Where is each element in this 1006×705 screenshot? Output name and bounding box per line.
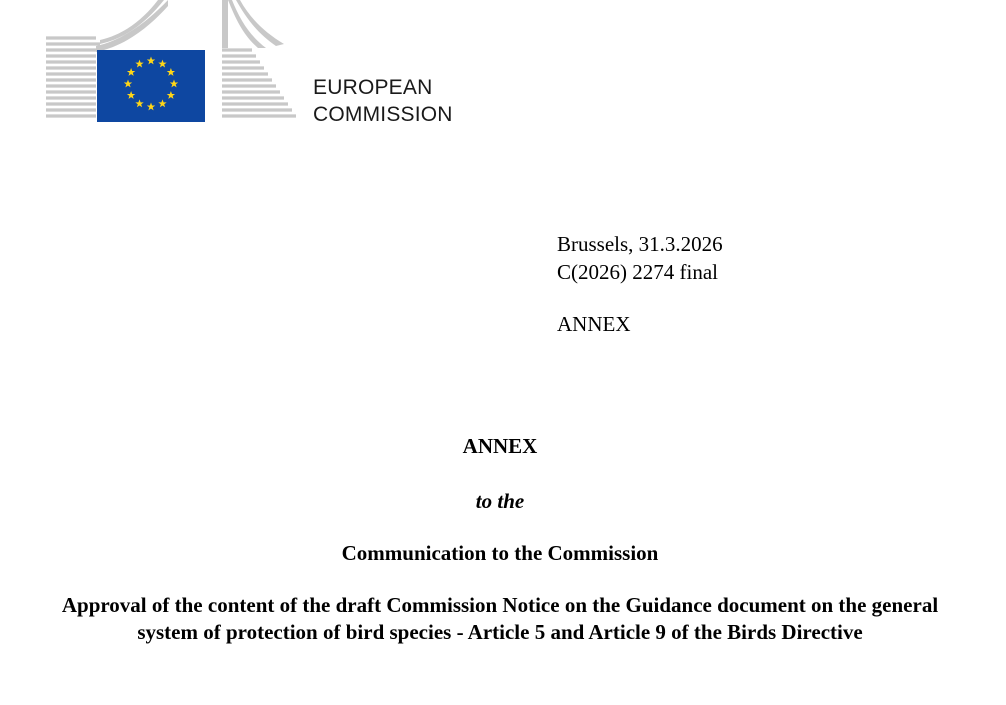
place-date: Brussels, 31.3.2026 — [557, 232, 723, 256]
org-name-line2: COMMISSION — [313, 103, 453, 126]
organization-name — [313, 74, 453, 128]
annex-heading: ANNEX — [462, 434, 538, 458]
european-commission-logo-icon — [44, 0, 300, 126]
org-name-line1: EUROPEAN — [313, 76, 433, 99]
communication-heading: Communication to the Commission — [341, 541, 659, 565]
annex-label: ANNEX — [557, 312, 631, 336]
document-title: Approval of the content of the draft Commission Notice on the Guidance document on the general system of protection of bird species - Article 5 and Article 9 of the Birds Directive — [61, 593, 939, 644]
to-the-line: to the — [475, 489, 525, 513]
document-reference: C(2026) 2274 final — [557, 260, 718, 284]
document-meta — [557, 230, 723, 338]
